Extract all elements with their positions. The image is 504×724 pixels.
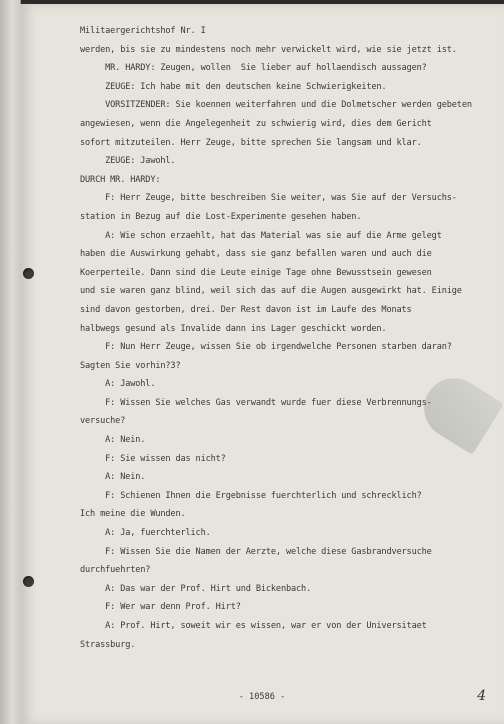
text-line: VORSITZENDER: Sie koennen weiterfahren und die Dolmetscher werden gebeten	[80, 100, 472, 111]
document-page	[20, 4, 504, 724]
text-line: A: Ja, fuerchterlich.	[80, 528, 211, 539]
punch-hole	[23, 576, 34, 587]
text-line: Ich meine die Wunden.	[80, 509, 186, 520]
text-line: werden, bis sie zu mindestens noch mehr verwickelt wird, wie sie jetzt ist.	[80, 44, 457, 55]
text-line: durchfuehrten?	[80, 565, 151, 576]
text-line: ZEUGE: Ich habe mit den deutschen keine Schwierigkeiten.	[80, 81, 387, 92]
text-line: MR. HARDY: Zeugen, wollen Sie lieber auf hollaendisch aussagen?	[80, 63, 427, 74]
text-line: A: Jawohl.	[80, 379, 156, 390]
text-line: sofort mitzuteilen. Herr Zeuge, bitte sprechen Sie langsam und klar.	[80, 137, 422, 148]
text-line: A: Das war der Prof. Hirt und Bickenbach.	[80, 583, 312, 594]
punch-hole	[23, 268, 34, 279]
text-line: F: Herr Zeuge, bitte beschreiben Sie weiter, was Sie auf der Versuchs-	[80, 193, 457, 204]
text-line: DURCH MR. HARDY:	[80, 174, 161, 185]
text-line: A: Nein.	[80, 472, 146, 483]
text-line: sind davon gestorben, drei. Der Rest davon ist im Laufe des Monats	[80, 304, 412, 315]
page-footer: - 10586 -	[238, 692, 286, 702]
transcript-body	[80, 22, 490, 654]
text-line: F: Nun Herr Zeuge, wissen Sie ob irgendwelche Personen starben daran?	[80, 342, 452, 353]
text-line: F: Schienen Ihnen die Ergebnisse fuerchterlich und schrecklich?	[80, 490, 422, 501]
text-line: A: Wie schon erzaehlt, hat das Material was sie auf die Arme gelegt	[80, 230, 442, 241]
text-line: ZEUGE: Jawohl.	[80, 156, 176, 167]
text-line: F: Wer war denn Prof. Hirt?	[80, 602, 241, 613]
text-line: station in Bezug auf die Lost-Experimente gesehen haben.	[80, 211, 362, 222]
handwritten-page-number: 4	[477, 688, 486, 704]
text-line: halbwegs gesund als Invalide dann ins Lager geschickt worden.	[80, 323, 387, 334]
text-line: Sagten Sie vorhin?3?	[80, 360, 181, 371]
text-line: Koerperteile. Dann sind die Leute einige Tage ohne Bewusstsein gewesen	[80, 267, 432, 278]
binder-edge	[0, 0, 21, 724]
text-line: F: Wissen Sie welches Gas verwandt wurde fuer diese Verbrennungs-	[80, 397, 432, 408]
text-line: angewiesen, wenn die Angelegenheit zu schwierig wird, dies dem Gericht	[80, 118, 432, 129]
text-line: versuche?	[80, 416, 126, 427]
text-line: A: Nein.	[80, 435, 146, 446]
text-line: Militaergerichtshof Nr. I	[80, 26, 206, 36]
text-line: Strassburg.	[80, 639, 136, 650]
text-line: F: Sie wissen das nicht?	[80, 453, 226, 464]
text-line: und sie waren ganz blind, weil sich das auf die Augen ausgewirkt hat. Einige	[80, 286, 462, 297]
text-line: A: Prof. Hirt, soweit wir es wissen, war er von der Universitaet	[80, 621, 427, 631]
text-line: haben die Auswirkung gehabt, dass sie ganz befallen waren und auch die	[80, 249, 432, 260]
text-line: F: Wissen Sie die Namen der Aerzte, welche diese Gasbrandversuche	[80, 546, 432, 557]
